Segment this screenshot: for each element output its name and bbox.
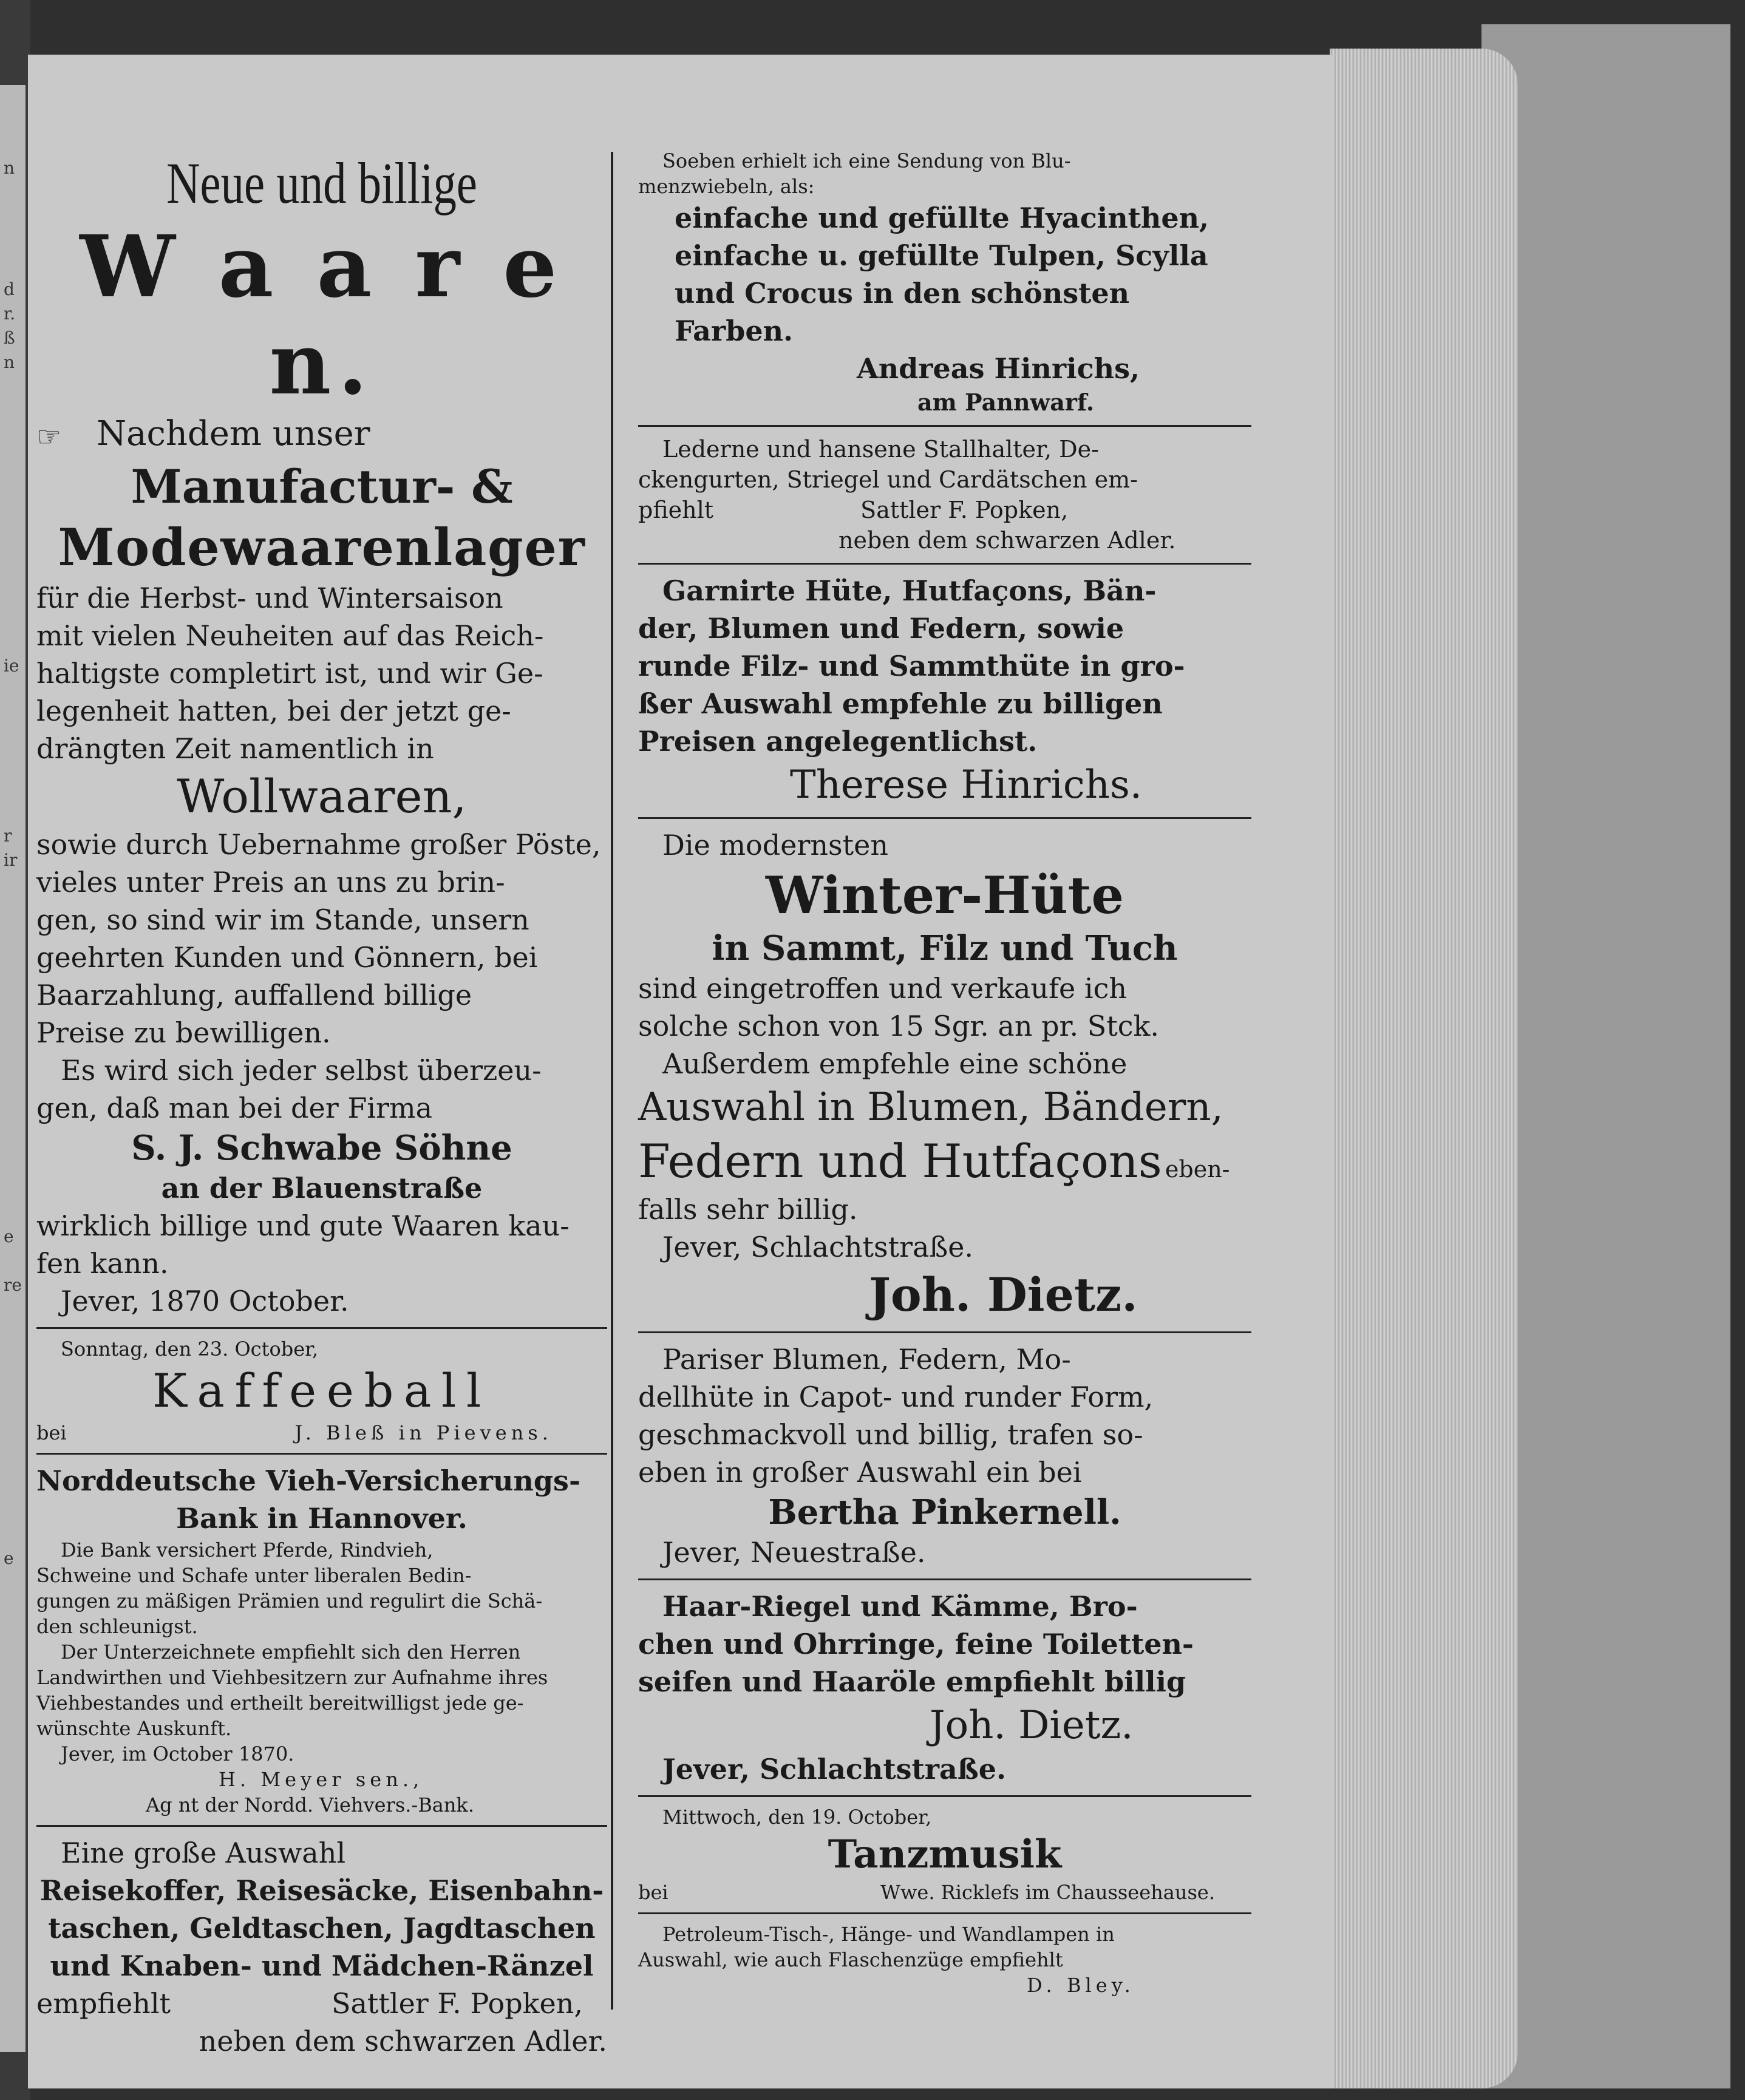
ad-separator (36, 1327, 607, 1329)
text-line: den schleunigst. (36, 1614, 198, 1638)
text-line: Garnirte Hüte, Hutfaçons, Bän- (662, 574, 1157, 607)
text-line: Lederne und hansene Stallhalter, De- (662, 436, 1099, 463)
text-line: und Knaben- und Mädchen-Ränzel (50, 1949, 594, 1982)
ad-address: neben dem schwarzen Adler. (838, 527, 1176, 554)
text-line: Baarzahlung, auffallend billige (36, 978, 472, 1011)
ad-signer: Sattler F. Popken, (860, 497, 1069, 523)
ad-body (36, 1207, 607, 1282)
text-line: dellhüte in Capot- und runder Form, (638, 1381, 1154, 1413)
ad-signer: Therese Hinrichs. (790, 763, 1143, 807)
text-line: mit vielen Neuheiten auf das Reich- (36, 619, 544, 652)
ad-signer: Bertha Pinkernell. (768, 1492, 1121, 1532)
ad-body (638, 572, 1251, 760)
ad-host: J. Bleß in Pievens. (294, 1421, 553, 1444)
text-line: ßer Auswahl empfehle zu billigen (638, 687, 1163, 720)
ad-body (36, 1537, 607, 1818)
text-line: einfache und gefüllte Hyacinthen, (675, 202, 1209, 234)
ad-highlight-line (638, 1132, 1251, 1191)
text-line: Soeben erhielt ich eine Sendung von Blu- (662, 149, 1071, 172)
ad-body (36, 826, 607, 1127)
ad-dietz-winterhuete (638, 824, 1251, 1327)
ad-body (36, 579, 607, 767)
ad-address: am Pannwarf. (917, 389, 1095, 416)
ad-signer: D. Bley. (1027, 1974, 1135, 1997)
ad-separator (638, 425, 1251, 427)
ad-dateline: Jever, 1870 October. (61, 1284, 349, 1317)
ad-firm-name: S. J. Schwabe Söhne (131, 1127, 512, 1168)
ad-dietz-kaemme (638, 1585, 1251, 1790)
ad-separator (638, 1578, 1251, 1580)
prev-page-fragment: e (4, 1226, 14, 1246)
text-line: drängten Zeit namentlich in (36, 732, 434, 765)
ad-signer: Joh. Dietz. (869, 1268, 1138, 1322)
text-line: Preisen angelegentlichst. (638, 725, 1038, 758)
ad-body (638, 434, 1251, 495)
ad-body (638, 1588, 1251, 1701)
ad-separator (638, 1331, 1251, 1333)
text-line: Die Bank versichert Pferde, Rindvieh, (61, 1538, 434, 1561)
right-column (638, 146, 1251, 2000)
text-line: runde Filz- und Sammthüte in gro- (638, 650, 1185, 682)
text-fragment: eben- (1165, 1156, 1230, 1183)
text-line: Pariser Blumen, Federn, Mo- (662, 1343, 1071, 1376)
ad-separator (638, 817, 1251, 819)
ad-intro-line (36, 413, 607, 458)
text-line: taschen, Geldtaschen, Jagdtaschen (48, 1911, 596, 1945)
ad-title: Winter-Hüte (766, 865, 1124, 925)
text-line: gen, daß man bei der Firma (36, 1091, 432, 1124)
ad-street: an der Blauenstraße (161, 1171, 483, 1205)
ad-shop-name: Modewaarenlager (58, 517, 586, 577)
ad-subtitle: in Sammt, Filz und Tuch (712, 928, 1178, 968)
left-column (36, 146, 607, 2062)
text-line: Es wird sich jeder selbst überzeu- (61, 1053, 542, 1087)
ad-vieh-versicherung (36, 1459, 607, 1820)
ad-separator (36, 1825, 607, 1827)
text-line: Schweine und Schafe unter liberalen Bedin- (36, 1563, 472, 1587)
ad-host-line (36, 1420, 607, 1446)
ad-shop-name: Manufactur- & (131, 459, 513, 514)
ad-dateline: Jever, im October 1870. (61, 1742, 294, 1765)
prev-page-fragment: n (4, 352, 15, 372)
ad-host-line (638, 1880, 1251, 1905)
text-line: und Crocus in den schönsten Farben. (675, 277, 1130, 347)
text-line: menzwiebeln, als: (638, 175, 815, 198)
ad-title: Tanzmusik (828, 1832, 1062, 1877)
ad-body (638, 970, 1251, 1082)
text-line: Viehbestandes und ertheilt bereitwilligst jede ge- (36, 1691, 524, 1714)
text-line: Außerdem empfehle eine schöne (662, 1047, 1128, 1080)
ad-signer: Joh. Dietz. (930, 1703, 1134, 1748)
ad-title: Kaffeeball (152, 1363, 492, 1418)
text-line: gen, so sind wir im Stande, unsern (36, 903, 529, 936)
prev-page-fragment: ß (4, 328, 15, 348)
prev-page-fragment: r (4, 826, 12, 846)
page-edges (1330, 49, 1518, 2088)
ad-date: Mittwoch, den 19. October, (662, 1806, 932, 1829)
text-line: legenheit hatten, bei der jetzt ge- (36, 694, 511, 727)
text-line: Petroleum-Tisch-, Hänge- und Wandlampen in (662, 1923, 1115, 1946)
text-line: wirklich billige und gute Waaren kau- (36, 1209, 570, 1242)
text-line: falls sehr billig. (638, 1193, 858, 1226)
ad-signer: Andreas Hinrichs, (857, 352, 1140, 385)
text-line: Preise zu bewilligen. (36, 1016, 331, 1049)
ad-highlight: Federn und Hutfaçons (638, 1134, 1162, 1188)
book-cover-board (1481, 24, 1730, 2088)
text-line: haltigste completirt ist, und wir Ge- (36, 656, 543, 690)
text-line: Reisekoffer, Reisesäcke, Eisenbahn- (39, 1874, 604, 1907)
ad-popken-taschen (36, 1832, 607, 2062)
text-line: Auswahl, wie auch Flaschenzüge empfiehlt (638, 1948, 1063, 1971)
ad-bertha-pinkernell (638, 1338, 1251, 1574)
ad-headline: Neue und billige (166, 151, 477, 216)
ad-dateline: Jever, Schlachtstraße. (662, 1753, 1007, 1786)
text-line: solche schon von 15 Sgr. an pr. Stck. (638, 1010, 1159, 1042)
text-line: einfache u. gefüllte Tulpen, Scylla (675, 239, 1208, 272)
text-line: der, Blumen und Federn, sowie (638, 612, 1124, 645)
text-line: gungen zu mäßigen Prämien und regulirt die Schä- (36, 1589, 543, 1612)
ad-headline-large: W a a r e n. (80, 217, 564, 414)
text-line: geehrten Kunden und Gönnern, bei (36, 940, 538, 974)
ad-separator (638, 563, 1251, 565)
previous-page-strip (0, 85, 26, 2052)
ad-schwabe-soehne (36, 146, 607, 1322)
ad-signer: H. Meyer sen., (219, 1767, 424, 1791)
ad-hinrichs-blumenzwiebeln (638, 146, 1251, 420)
ad-popken-stallhalter (638, 432, 1251, 558)
ad-therese-hinrichs (638, 569, 1251, 812)
text-line: sind eingetroffen und verkaufe ich (638, 972, 1127, 1005)
text-line: ckengurten, Striegel und Cardätschen em- (638, 466, 1138, 493)
text-line: fen kann. (36, 1246, 169, 1280)
newspaper-page (28, 55, 1333, 2088)
ad-empfiehlt: empfiehlt (36, 1986, 171, 2020)
ad-address: neben dem schwarzen Adler. (199, 2024, 607, 2058)
ad-separator (36, 1453, 607, 1455)
ad-dateline: Jever, Schlachtstraße. (662, 1231, 974, 1263)
ad-intro: Die modernsten (662, 829, 888, 861)
ad-signer: Sattler F. Popken, (331, 1986, 583, 2020)
ad-title: Norddeutsche Vieh-Versicherungs- (36, 1464, 581, 1497)
ad-body (638, 1341, 1251, 1491)
ad-bei: bei (36, 1421, 67, 1444)
ad-separator (638, 1912, 1251, 1914)
text-line: für die Herbst- und Wintersaison (36, 581, 503, 614)
text-line: Der Unterzeichnete empfiehlt sich den Herren (61, 1640, 521, 1663)
prev-page-fragment: d (4, 279, 15, 299)
text-line: Landwirthen und Viehbesitzern zur Aufnahme ihres (36, 1665, 548, 1689)
ad-title: Bank in Hannover. (176, 1501, 468, 1535)
prev-page-fragment: ir (4, 850, 18, 870)
text-line: geschmackvoll und billig, trafen so- (638, 1418, 1143, 1451)
ad-empfiehlt: pfiehlt (638, 497, 714, 523)
ad-body (638, 148, 1251, 199)
text-line: sowie durch Uebernahme großer Pöste, (36, 827, 601, 861)
prev-page-fragment: r. (4, 304, 16, 324)
ad-items (638, 199, 1251, 350)
prev-page-fragment: re (4, 1275, 22, 1295)
prev-page-fragment: ie (4, 656, 19, 676)
ad-intro: Eine große Auswahl (61, 1836, 346, 1869)
column-divider (611, 152, 613, 2010)
ad-dateline: Jever, Neuestraße. (662, 1536, 926, 1569)
text-line: chen und Ohrringe, feine Toiletten- (638, 1628, 1194, 1660)
prev-page-fragment: n (4, 158, 15, 178)
ad-signer-line (36, 1985, 607, 2022)
ad-intro-text: Nachdem unser (97, 414, 370, 454)
ad-highlight: Wollwaaren, (177, 769, 467, 823)
ad-bei: bei (638, 1881, 668, 1904)
text-line: wünschte Auskunft. (36, 1716, 232, 1740)
ad-kaffeeball (36, 1334, 607, 1448)
ad-separator (638, 1795, 1251, 1797)
pointing-hand-icon: ☞ (36, 420, 62, 453)
text-line: vieles unter Preis an uns zu brin- (36, 865, 505, 899)
text-line: Haar-Riegel und Kämme, Bro- (662, 1590, 1138, 1623)
ad-bley-lampen (638, 1919, 1251, 2000)
ad-body (638, 1922, 1251, 1973)
text-line: seifen und Haaröle empfiehlt billig (638, 1665, 1186, 1698)
ad-host: Wwe. Ricklefs im Chausseehause. (880, 1881, 1215, 1904)
ad-signer-role: Ag nt der Nordd. Viehvers.-Bank. (146, 1793, 474, 1816)
ad-signer-line (638, 495, 1251, 525)
ad-items (36, 1872, 607, 1985)
ad-tanzmusik (638, 1802, 1251, 1908)
text-line: eben in großer Auswahl ein bei (638, 1456, 1082, 1489)
ad-date: Sonntag, den 23. October, (61, 1337, 319, 1361)
ad-highlight: Auswahl in Blumen, Bändern, (638, 1085, 1223, 1130)
prev-page-fragment: e (4, 1548, 14, 1568)
